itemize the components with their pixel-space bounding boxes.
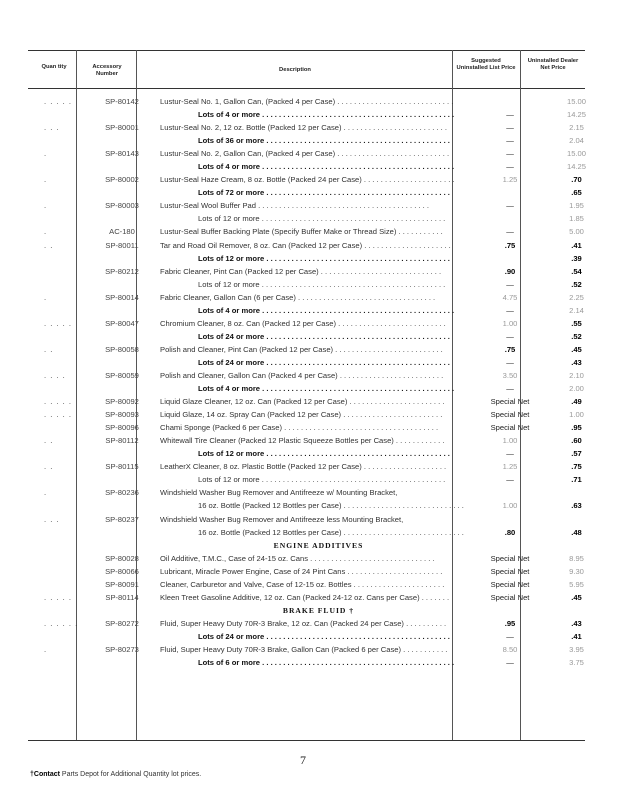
list-price-cell: — <box>506 331 514 341</box>
description-cell: Fluid, Super Heavy Duty 70R-3 Brake, Gallon Can (Packed 6 per Case) . . . . . . . . . . . <box>160 644 448 654</box>
list-price-cell: 1.25 <box>502 175 518 185</box>
accessory-number-cell <box>92 499 152 512</box>
net-price-cell: .71 <box>571 475 582 485</box>
accessory-number-cell <box>92 186 152 199</box>
list-price-cell <box>476 95 544 108</box>
table-row <box>28 225 609 238</box>
accessory-number-cell: SP-80112 <box>105 436 139 446</box>
accessory-number-cell: SP-80047 <box>105 318 139 328</box>
quantity-cell <box>28 473 92 486</box>
description-cell: Lustur-Seal Haze Cream, 8 oz. Bottle (Packed 24 per Case) . . . . . . . . . . . . . . . . . . . . . . <box>160 175 455 185</box>
quantity-cell: . . . . . <box>44 410 72 420</box>
footnote-text: Parts Depot for Additional Quantity lot prices. <box>59 771 202 778</box>
quantity-cell <box>28 265 92 278</box>
table-row <box>28 513 609 526</box>
footnote-mark: †Contact <box>30 771 60 778</box>
table-row <box>28 369 609 382</box>
table-row <box>28 199 609 212</box>
list-price-cell: Special Net <box>490 553 530 563</box>
list-price-cell: — <box>506 305 514 315</box>
table-row <box>28 278 609 291</box>
net-price-cell: 1.00 <box>569 410 584 420</box>
description-cell: Fabric Cleaner, Pint Can (Packed 12 per Case) . . . . . . . . . . . . . . . . . . . . . . . . . . . . . <box>160 266 442 276</box>
net-price-cell: .60 <box>571 436 582 446</box>
list-price-cell: 4.75 <box>502 292 518 302</box>
description-cell: Lustur-Seal No. 2, 12 oz. Bottle (Packed 12 per Case) . . . . . . . . . . . . . . . . . . . . . . . . . <box>160 123 447 133</box>
accessory-number-cell <box>92 447 152 460</box>
accessory-number-cell: AC-180 <box>109 227 135 237</box>
quantity-cell: . <box>44 149 48 159</box>
description-cell: 16 oz. Bottle (Packed 12 Bottles per Case) . . . . . . . . . . . . . . . . . . . . . . . . . . . . . <box>198 527 464 537</box>
table-row <box>28 630 609 643</box>
quantity-cell <box>28 382 92 395</box>
net-price-cell: .95 <box>571 423 582 433</box>
description-cell: Lots of 12 or more . . . . . . . . . . . . . . . . . . . . . . . . . . . . . . . . . . . . . . . . . . . . <box>198 253 450 263</box>
net-price-cell: 8.95 <box>569 553 584 563</box>
net-price-cell: .41 <box>571 240 582 250</box>
accessory-number-cell: SP-80115 <box>105 462 139 472</box>
description-cell: Lots of 12 or more . . . . . . . . . . . . . . . . . . . . . . . . . . . . . . . . . . . . . . . . . . . . <box>198 449 450 459</box>
quantity-cell <box>28 630 92 643</box>
table-row <box>28 147 609 160</box>
quantity-cell <box>28 447 92 460</box>
list-price-cell: .75 <box>504 344 516 354</box>
table-row <box>28 408 609 421</box>
list-price-cell: Special Net <box>490 397 530 407</box>
net-price-cell: .65 <box>571 188 582 198</box>
description-cell: Lots of 4 or more . . . . . . . . . . . . . . . . . . . . . . . . . . . . . . . . . . . . . . . . . . . . . . <box>198 162 455 172</box>
accessory-number-cell: SP-80002 <box>105 175 139 185</box>
net-price-cell: 3.75 <box>569 658 584 668</box>
net-price-cell: 1.85 <box>569 214 584 224</box>
net-price-cell: .52 <box>571 331 582 341</box>
list-price-cell: 1.00 <box>502 318 518 328</box>
table-row <box>28 565 609 578</box>
quantity-cell <box>28 186 92 199</box>
list-price-cell: — <box>506 658 514 668</box>
table-row <box>28 499 609 512</box>
accessory-number-cell: SP-80091 <box>105 579 139 589</box>
net-price-cell: .75 <box>571 462 582 472</box>
quantity-cell: . <box>44 201 48 211</box>
description-cell: Lots of 12 or more . . . . . . . . . . . . . . . . . . . . . . . . . . . . . . . . . . . . . . . . . . . . <box>198 475 446 485</box>
list-price-cell: — <box>506 475 514 485</box>
net-price-cell: .45 <box>571 592 582 602</box>
list-price-cell: Special Net <box>490 423 530 433</box>
accessory-number-cell: SP-80092 <box>105 397 139 407</box>
list-price-cell: .95 <box>504 618 516 628</box>
net-price-cell: .43 <box>571 618 582 628</box>
accessory-number-cell: SP-80028 <box>105 553 139 563</box>
header-quantity: Quan tity <box>41 64 67 70</box>
quantity-cell <box>28 526 92 539</box>
accessory-number-cell <box>92 212 152 225</box>
list-price-cell: — <box>506 110 514 120</box>
description-cell: Lots of 72 or more . . . . . . . . . . . . . . . . . . . . . . . . . . . . . . . . . . . . . . . . . . . . <box>198 188 450 198</box>
table-row <box>28 108 609 121</box>
quantity-cell <box>28 108 92 121</box>
quantity-cell: . <box>44 227 48 237</box>
table-row <box>28 304 609 317</box>
quantity-cell: . . <box>44 462 54 472</box>
quantity-cell <box>28 212 92 225</box>
list-price-cell: — <box>506 227 514 237</box>
quantity-cell <box>28 578 92 591</box>
net-price-cell: 2.15 <box>569 123 584 133</box>
description-cell: Fluid, Super Heavy Duty 70R-3 Brake, 12 oz. Can (Packed 24 per Case) . . . . . . . . . . <box>160 618 447 628</box>
quantity-cell <box>28 356 92 369</box>
description-cell: Tar and Road Oil Remover, 8 oz. Can (Packed 12 per Case) . . . . . . . . . . . . . . . . . . . . . <box>160 240 451 250</box>
table-row <box>28 591 609 604</box>
accessory-number-cell <box>92 278 152 291</box>
accessory-number-cell <box>92 356 152 369</box>
description-cell: Liquid Glaze Cleaner, 12 oz. Can (Packed 12 per Case) . . . . . . . . . . . . . . . . . . . . . . . <box>160 397 445 407</box>
list-price-cell: — <box>506 123 514 133</box>
accessory-number-cell: SP-80096 <box>105 423 139 433</box>
list-price-cell: Special Net <box>490 579 530 589</box>
accessory-number-cell: SP-80143 <box>105 149 139 159</box>
net-price-cell: .41 <box>571 631 582 641</box>
net-price-cell: 1.95 <box>569 201 584 211</box>
net-price-cell: .45 <box>571 344 582 354</box>
list-price-cell: 8.50 <box>502 644 518 654</box>
description-cell: Lots of 12 or more . . . . . . . . . . . . . . . . . . . . . . . . . . . . . . . . . . . . . . . . . . . . <box>198 214 446 224</box>
quantity-cell <box>28 252 92 265</box>
quantity-cell: . . <box>44 436 54 446</box>
quantity-cell <box>28 304 92 317</box>
accessory-number-cell: SP-80059 <box>105 371 139 380</box>
list-price-cell: Special Net <box>490 410 530 420</box>
table-row <box>28 382 609 395</box>
description-cell: Lots of 6 or more . . . . . . . . . . . . . . . . . . . . . . . . . . . . . . . . . . . . . . . . . . . . . . <box>198 658 455 668</box>
description-cell: Windshield Washer Bug Remover and Antifreeze w/ Mounting Bracket, <box>160 488 398 498</box>
table-row <box>28 395 609 408</box>
accessory-number-cell <box>92 252 152 265</box>
net-price-cell: 15.00 <box>566 97 586 107</box>
list-price-cell: 3.50 <box>502 371 518 380</box>
description-cell: Lustur-Seal Wool Buffer Pad . . . . . . . . . . . . . . . . . . . . . . . . . . . . . . . . . . . . . . . . . <box>160 201 429 211</box>
description-cell: Kleen Treet Gasoline Additive, 12 oz. Can (Packed 24-12 oz. Cans per Case) . . . . . . . <box>160 592 450 602</box>
net-price-cell: 2.00 <box>569 384 584 394</box>
net-price-cell: .57 <box>571 449 582 459</box>
accessory-number-cell: SP-80273 <box>105 644 139 654</box>
description-cell: Lots of 4 or more . . . . . . . . . . . . . . . . . . . . . . . . . . . . . . . . . . . . . . . . . . . . . . <box>198 305 455 315</box>
description-cell: Lustur-Seal No. 1, Gallon Can, (Packed 4 per Case) . . . . . . . . . . . . . . . . . . . . . . . . . . . . <box>160 97 454 107</box>
price-table <box>28 95 609 669</box>
net-price-cell: 3.95 <box>569 644 584 654</box>
accessory-number-cell <box>92 526 152 539</box>
accessory-number-cell: SP-80212 <box>105 266 139 276</box>
accessory-number-cell: SP-80236 <box>105 488 139 498</box>
description-cell: Chami Sponge (Packed 6 per Case) . . . . . . . . . . . . . . . . . . . . . . . . . . . . . . . . . . . . . <box>160 423 439 433</box>
quantity-cell <box>28 160 92 173</box>
quantity-cell <box>28 565 92 578</box>
description-cell: Windshield Washer Bug Remover and Antifreeze less Mounting Bracket, <box>160 514 404 524</box>
description-cell: Fabric Cleaner, Gallon Can (6 per Case) . . . . . . . . . . . . . . . . . . . . . . . . . . . . . . . . . <box>160 292 436 302</box>
section-header-row <box>28 604 609 617</box>
quantity-cell: . . <box>44 344 54 354</box>
quantity-cell: . <box>44 644 48 654</box>
section-header-row <box>28 539 609 552</box>
net-price-cell: .49 <box>571 397 582 407</box>
quantity-cell <box>28 278 92 291</box>
accessory-number-cell <box>92 160 152 173</box>
list-price-cell: — <box>506 201 514 211</box>
description-cell: Lots of 36 or more . . . . . . . . . . . . . . . . . . . . . . . . . . . . . . . . . . . . . . . . . . . . <box>198 136 450 146</box>
list-price-cell <box>476 513 544 526</box>
header-accessory-number: Accessory Number <box>92 64 122 77</box>
quantity-cell: . . . <box>44 123 60 133</box>
list-price-cell: .75 <box>504 240 516 250</box>
table-row <box>28 95 609 108</box>
table-row <box>28 134 609 147</box>
table-row <box>28 447 609 460</box>
description-cell: Cleaner, Carburetor and Valve, Case of 12-15 oz. Bottles . . . . . . . . . . . . . . . . . . . . . . <box>160 579 445 589</box>
table-top-rule <box>28 50 585 51</box>
accessory-number-cell: SP-80272 <box>105 618 139 628</box>
table-row <box>28 643 609 656</box>
list-price-cell: 1.00 <box>502 436 518 446</box>
description-cell: Lubricant, Miracle Power Engine, Case of 24 Pint Cans . . . . . . . . . . . . . . . . . . . . . . . <box>160 566 443 576</box>
table-row <box>28 173 609 186</box>
net-price-cell <box>544 513 609 526</box>
quantity-cell: . . . . . . <box>44 618 79 628</box>
quantity-cell <box>28 134 92 147</box>
list-price-cell <box>476 186 544 199</box>
net-price-cell: 2.04 <box>569 136 584 146</box>
net-price-cell: .39 <box>571 253 582 263</box>
quantity-cell: . <box>44 488 48 498</box>
table-bottom-rule <box>28 740 585 741</box>
accessory-number-cell: SP-80093 <box>105 410 139 420</box>
table-row <box>28 421 609 434</box>
net-price-cell: .70 <box>571 175 582 185</box>
accessory-number-cell <box>92 134 152 147</box>
net-price-cell: 5.95 <box>569 579 584 589</box>
net-price-cell: 14.25 <box>566 162 586 172</box>
accessory-number-cell: SP-80142 <box>105 97 139 107</box>
table-row <box>28 330 609 343</box>
accessory-number-cell: SP-80014 <box>105 292 139 302</box>
accessory-number-cell <box>92 656 152 669</box>
description-cell: Lustur-Seal Buffer Backing Plate (Specify Buffer Make or Thread Size) . . . . . . . . . . . <box>160 227 443 237</box>
list-price-cell: 1.00 <box>502 501 518 511</box>
net-price-cell: 2.14 <box>569 305 584 315</box>
table-row <box>28 552 609 565</box>
quantity-cell <box>28 552 92 565</box>
table-row <box>28 121 609 134</box>
table-row <box>28 486 609 499</box>
table-row <box>28 265 609 278</box>
list-price-cell: 1.25 <box>502 462 518 472</box>
description-cell: LeatherX Cleaner, 8 oz. Plastic Bottle (Packed 12 per Case) . . . . . . . . . . . . . . . . . . . . <box>160 462 447 472</box>
accessory-number-cell: SP-80011 <box>105 240 139 250</box>
table-row <box>28 578 609 591</box>
net-price-cell: .54 <box>571 266 582 276</box>
description-cell: Lots of 24 or more . . . . . . . . . . . . . . . . . . . . . . . . . . . . . . . . . . . . . . . . . . . . <box>198 331 450 341</box>
list-price-cell: — <box>506 162 514 172</box>
list-price-cell: — <box>506 449 514 459</box>
net-price-cell: .63 <box>571 501 582 511</box>
description-cell: Oil Additive, T.M.C., Case of 24-15 oz. Cans . . . . . . . . . . . . . . . . . . . . . . . . . . . . . . <box>160 553 435 563</box>
net-price-cell: 2.10 <box>569 371 584 380</box>
quantity-cell: . . . . . <box>44 592 72 602</box>
description-cell: Lots of 4 or more . . . . . . . . . . . . . . . . . . . . . . . . . . . . . . . . . . . . . . . . . . . . . . <box>198 384 455 394</box>
table-row <box>28 160 609 173</box>
list-price-cell <box>476 486 544 499</box>
accessory-number-cell: SP-80066 <box>105 566 139 576</box>
table-row <box>28 460 609 473</box>
list-price-cell: — <box>506 357 514 367</box>
table-row <box>28 239 609 252</box>
header-description: Description <box>279 67 311 73</box>
accessory-number-cell <box>92 630 152 643</box>
table-row <box>28 356 609 369</box>
description-cell: Whitewall Tire Cleaner (Packed 12 Plastic Squeeze Bottles per Case) . . . . . . . . . . . . <box>160 436 445 446</box>
section-title: ENGINE ADDITIVES <box>273 540 364 550</box>
quantity-cell <box>28 421 92 434</box>
quantity-cell: . <box>44 292 48 302</box>
accessory-number-cell: SP-80003 <box>105 201 139 211</box>
list-price-cell: Special Net <box>490 592 530 602</box>
accessory-number-cell: SP-80001 <box>105 123 139 133</box>
quantity-cell: . . . . <box>44 371 66 380</box>
quantity-cell: . <box>44 175 48 185</box>
description-cell: Chromium Cleaner, 8 oz. Can (Packed 12 per Case) . . . . . . . . . . . . . . . . . . . . . . . . . . <box>160 318 446 328</box>
header-list-price: Suggested Uninstalled List Price <box>456 58 516 71</box>
accessory-number-cell <box>92 108 152 121</box>
list-price-cell <box>476 212 544 225</box>
list-price-cell: — <box>506 149 514 159</box>
table-row <box>28 252 609 265</box>
description-cell: Lots of 12 or more . . . . . . . . . . . . . . . . . . . . . . . . . . . . . . . . . . . . . . . . . . . . <box>198 279 446 289</box>
accessory-number-cell <box>92 330 152 343</box>
net-price-cell: 15.00 <box>566 149 586 159</box>
net-price-cell: .55 <box>571 318 582 328</box>
table-row <box>28 343 609 356</box>
quantity-cell: . . . . . <box>44 318 72 328</box>
page-number: 7 <box>300 753 306 767</box>
quantity-cell <box>28 656 92 669</box>
quantity-cell <box>28 330 92 343</box>
table-row <box>28 291 609 304</box>
description-cell: Polish and Cleaner, Gallon Can (Packed 4 per Case) . . . . . . . . . . . . . . . . . . . . . . . . . <box>160 371 444 380</box>
section-title: BRAKE FLUID † <box>282 605 355 615</box>
net-price-cell <box>544 486 609 499</box>
header-net-price: Uninstalled Dealer Net Price <box>527 58 579 71</box>
net-price-cell: .52 <box>571 279 582 289</box>
table-row <box>28 617 609 630</box>
table-row <box>28 186 609 199</box>
description-cell: Polish and Cleaner, Pint Can (Packed 12 per Case) . . . . . . . . . . . . . . . . . . . . . . . . . . <box>160 344 443 354</box>
description-cell: Lustur-Seal No. 2, Gallon Can, (Packed 4 per Case) . . . . . . . . . . . . . . . . . . . . . . . . . . . <box>160 149 450 159</box>
accessory-number-cell: SP-80058 <box>105 344 139 354</box>
description-cell: Lots of 24 or more . . . . . . . . . . . . . . . . . . . . . . . . . . . . . . . . . . . . . . . . . . . . <box>198 357 450 367</box>
table-row <box>28 656 609 669</box>
description-cell: Lots of 24 or more . . . . . . . . . . . . . . . . . . . . . . . . . . . . . . . . . . . . . . . . . . . . <box>198 631 450 641</box>
header-bottom-rule <box>28 88 585 89</box>
list-price-cell: .80 <box>504 527 516 537</box>
description-cell: Lots of 4 or more . . . . . . . . . . . . . . . . . . . . . . . . . . . . . . . . . . . . . . . . . . . . . . <box>198 110 455 120</box>
accessory-number-cell <box>92 304 152 317</box>
quantity-cell: . . . <box>44 514 60 524</box>
list-price-cell: Special Net <box>490 566 530 576</box>
list-price-cell: — <box>506 279 514 289</box>
accessory-number-cell: SP-80114 <box>105 592 139 602</box>
accessory-number-cell <box>92 473 152 486</box>
list-price-cell: — <box>506 136 514 146</box>
table-row <box>28 212 609 225</box>
accessory-number-cell: SP-80237 <box>105 514 139 524</box>
quantity-cell: . . <box>44 240 54 250</box>
net-price-cell: .48 <box>571 527 582 537</box>
footnote <box>30 771 201 778</box>
list-price-cell: — <box>506 384 514 394</box>
description-cell: Liquid Glaze, 14 oz. Spray Can (Packed 12 per Case) . . . . . . . . . . . . . . . . . . . . . . . . <box>160 410 443 420</box>
net-price-cell: 14.25 <box>566 110 586 120</box>
accessory-number-cell <box>92 382 152 395</box>
net-price-cell: 2.25 <box>569 292 584 302</box>
table-row <box>28 317 609 330</box>
description-cell: 16 oz. Bottle (Packed 12 Bottles per Case) . . . . . . . . . . . . . . . . . . . . . . . . . . . . . <box>198 501 464 511</box>
net-price-cell: 5.00 <box>569 227 584 237</box>
table-row <box>28 434 609 447</box>
table-row <box>28 526 609 539</box>
quantity-cell: . . . . . <box>44 97 72 107</box>
list-price-cell <box>476 252 544 265</box>
quantity-cell <box>28 499 92 512</box>
net-price-cell: .43 <box>571 357 582 367</box>
table-row <box>28 473 609 486</box>
net-price-cell: 9.30 <box>569 566 584 576</box>
quantity-cell: . . . . . <box>44 397 72 407</box>
list-price-cell: — <box>506 631 514 641</box>
list-price-cell: .90 <box>504 266 516 276</box>
